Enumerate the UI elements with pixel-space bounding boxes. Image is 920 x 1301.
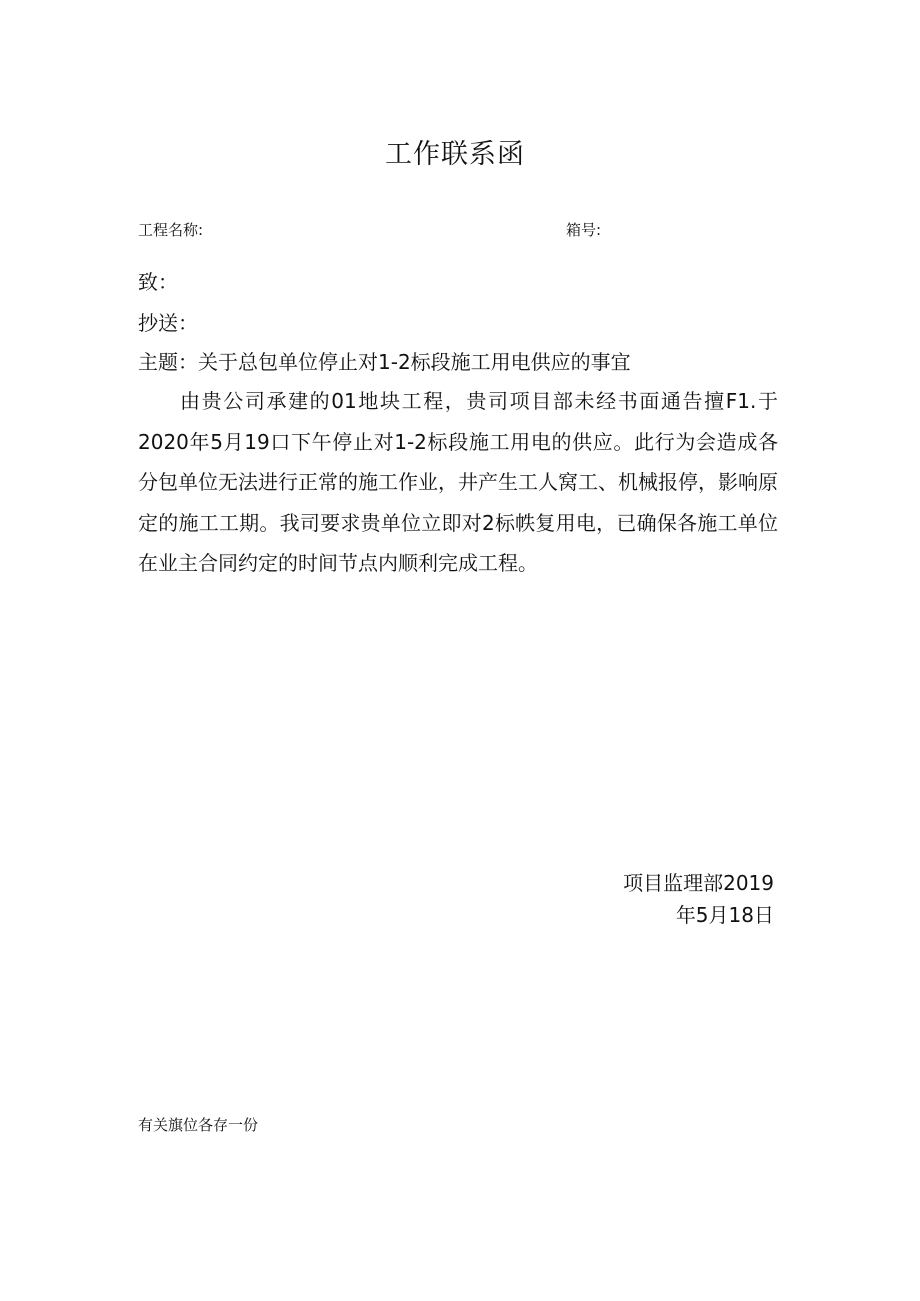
subject-line: 主题：关于总包单位停止对1-2标段施工用电供应的事宜 (138, 350, 631, 374)
document-title: 工作联系函 (385, 139, 525, 170)
signature-org: 项目监理部2019 (623, 871, 774, 895)
body-paragraph: 由贵公司承建的01地块工程，贵司项目部未经书面通告擅F1.于2020年5月19口下午停止对1-2标段施工用电的供应。此行为会造成各分包单位无法进行正常的施工作业，井产生工人窝工、机械报停，影响原定的施工工期。我司要求贵单位立即对2标帙复用电，已确保各施工单位在业主合同约定的时间节点内顺利完成工程。 (138, 389, 778, 575)
cc-label: 抄送： (138, 311, 198, 335)
to-label: 致： (138, 270, 178, 294)
signature-block (623, 867, 774, 931)
signature-date: 年5月18日 (675, 903, 774, 927)
project-name-label: 工程名称: (138, 221, 204, 239)
footer-note: 有关旗位各存一份 (138, 1116, 259, 1134)
box-number-label: 箱号: (566, 221, 602, 239)
